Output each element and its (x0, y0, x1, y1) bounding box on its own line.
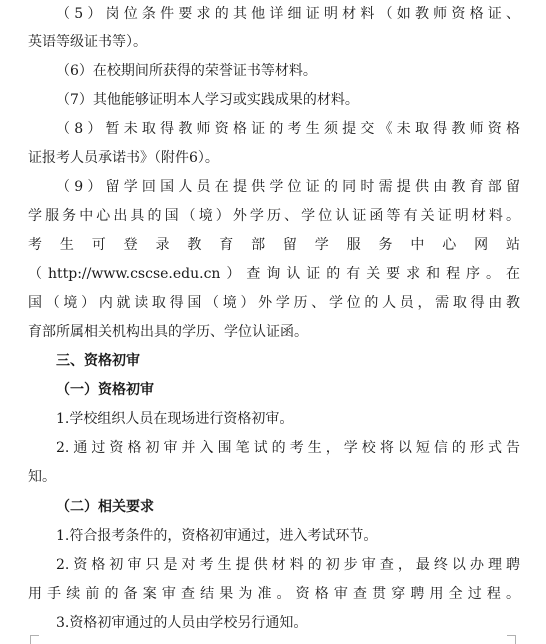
paragraph-line: 国（境）内就读取得国（境）外学历、学位的人员，需取得由教 (28, 295, 520, 311)
paragraph-line: 3.资格初审通过的人员由学校另行通知。 (56, 615, 308, 631)
paragraph-line: （6）在校期间所获得的荣誉证书等材料。 (56, 63, 317, 79)
paragraph-line: 2.通过资格初审并入围笔试的考生，学校将以短信的形式告 (56, 440, 520, 456)
page-corner-mark (30, 635, 39, 644)
paragraph-line: 英语等级证书等）。 (28, 34, 147, 50)
paragraph-line: （8）暂未取得教师资格证的考生须提交《未取得教师资格 (56, 121, 520, 137)
subsection-heading: （二）相关要求 (56, 499, 154, 515)
paragraph-line: 1.符合报考条件的，资格初审通过，进入考试环节。 (56, 528, 378, 544)
paragraph-line: 用手续前的备案审查结果为准。资格审查贯穿聘用全过程。 (28, 586, 520, 602)
section-heading: 三、资格初审 (56, 353, 140, 369)
page-corner-mark (507, 635, 516, 644)
paragraph-line: 学服务中心出具的国（境）外学历、学位认证函等有关证明材料。 (28, 208, 520, 224)
paragraph-line: 2.资格初审只是对考生提供材料的初步审查，最终以办理聘 (56, 557, 520, 573)
paragraph-line: （5）岗位条件要求的其他详细证明材料（如教师资格证、 (56, 6, 520, 22)
paragraph-line: 育部所属相关机构出具的学历、学位认证函。 (28, 324, 308, 340)
paragraph-line: （9）留学回国人员在提供学位证的同时需提供由教育部留 (56, 179, 520, 195)
paragraph-line: 知。 (28, 469, 56, 485)
paragraph-line: 1.学校组织人员在现场进行资格初审。 (56, 411, 294, 427)
paragraph-line: 考生可登录教育部留学服务中心网站 (28, 237, 520, 253)
paragraph-line: （http://www.cscse.edu.cn）查询认证的有关要求和程序。在 (28, 266, 520, 282)
paragraph-line: （7）其他能够证明本人学习或实践成果的材料。 (56, 92, 359, 108)
paragraph-line: 证报考人员承诺书》（附件6）。 (28, 150, 219, 166)
subsection-heading: （一）资格初审 (56, 382, 154, 398)
